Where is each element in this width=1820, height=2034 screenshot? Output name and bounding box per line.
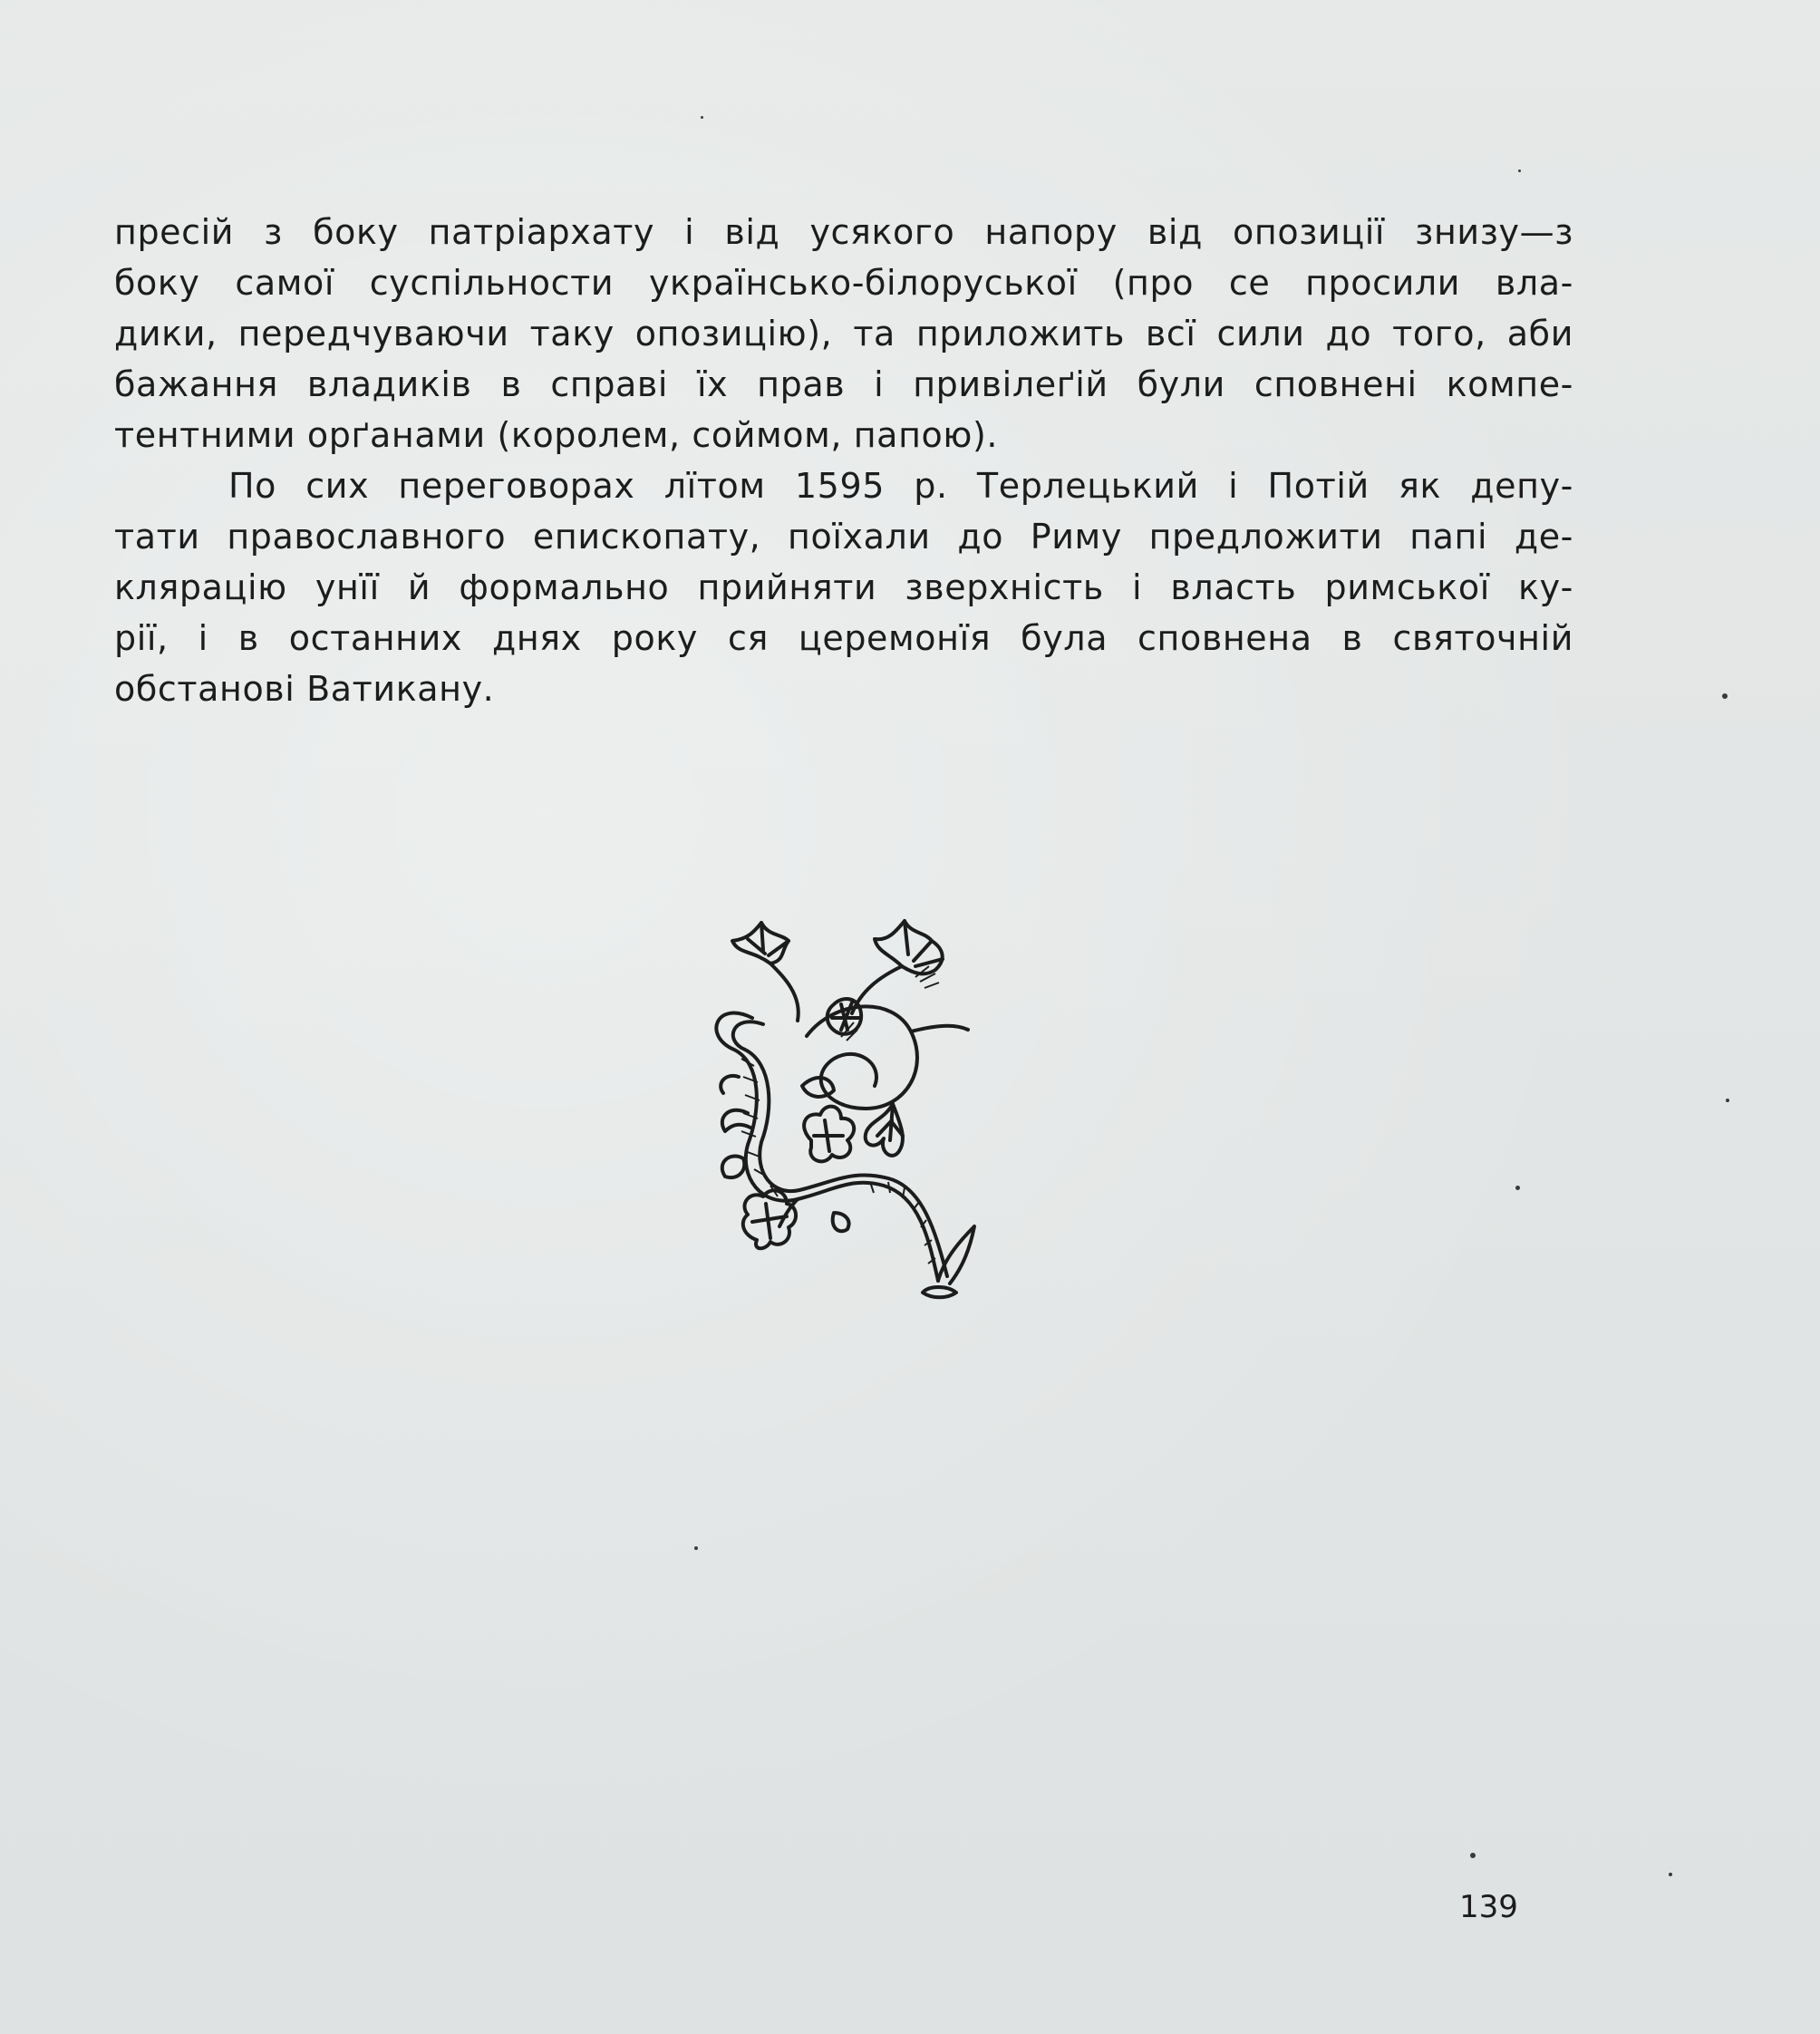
- paper-speck: [1518, 170, 1521, 172]
- paragraph: [114, 460, 1573, 714]
- text-line: обстанові Ватикану.: [114, 669, 495, 709]
- text-line: пресій з боку патріархату і від усякого напору від опозиції знизу—з: [114, 212, 1573, 252]
- floral-vine-ornament-icon: [698, 914, 997, 1331]
- paper-speck: [694, 1546, 698, 1550]
- text-line: дики, передчуваючи таку опозицію), та приложить всї сили до того, аби: [114, 314, 1573, 354]
- paragraph: [114, 207, 1573, 460]
- body-text: [114, 207, 1573, 714]
- paper-speck: [1470, 1853, 1476, 1858]
- page-number: 139: [1459, 1889, 1518, 1925]
- paper-speck: [1515, 1186, 1520, 1190]
- text-line: клярацію унїї й формально прийняти зверхність і власть римської ку-: [114, 567, 1573, 607]
- text-line: тати православного епископату, поїхали до Риму предложити папі де-: [114, 517, 1573, 557]
- text-line: боку самої суспільности українсько-білоруської (про се просили вла-: [114, 263, 1573, 303]
- paper-speck: [1726, 1099, 1729, 1102]
- text-line: рії, і в останних днях року ся церемонїя була сповнена в святочній: [114, 618, 1573, 658]
- text-line: По сих переговорах лїтом 1595 р. Терлецький і Потій як депу-: [228, 466, 1573, 506]
- text-line: бажання владиків в справі їх прав і привілеґій були сповнені компе-: [114, 364, 1573, 404]
- paper-speck: [1669, 1873, 1672, 1876]
- text-line: тентними орґанами (королем, соймом, папою).: [114, 415, 999, 455]
- paper-speck: [701, 116, 703, 119]
- paper-speck: [1722, 693, 1728, 699]
